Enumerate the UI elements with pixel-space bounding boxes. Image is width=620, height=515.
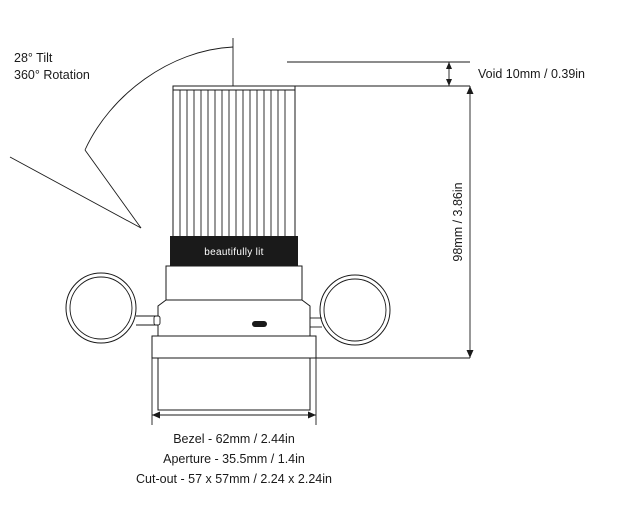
housing-nub-left [154, 316, 160, 325]
gimbal-housing [158, 266, 310, 336]
heatsink-barrel [173, 86, 295, 244]
housing-slot [252, 321, 267, 327]
spring-right [320, 275, 390, 345]
bezel-can [158, 358, 310, 410]
cutout-dimension-label: Cut-out - 57 x 57mm / 2.24 x 2.24in [136, 472, 332, 486]
void-dimension-label: Void 10mm / 0.39in [478, 67, 586, 81]
aperture-dimension-label: Aperture - 35.5mm / 1.4in [163, 452, 305, 466]
bezel-dimension-label: Bezel - 62mm / 2.44in [173, 432, 295, 446]
product-fixture [66, 86, 390, 410]
brand-label: beautifully lit [204, 247, 264, 258]
spring-left [66, 273, 136, 343]
rotation-label: 360° Rotation [14, 68, 90, 82]
height-dimension-label: 98mm / 3.86in [451, 182, 465, 262]
tilt-label: 28° Tilt [14, 51, 53, 65]
bezel-flange [152, 336, 316, 358]
